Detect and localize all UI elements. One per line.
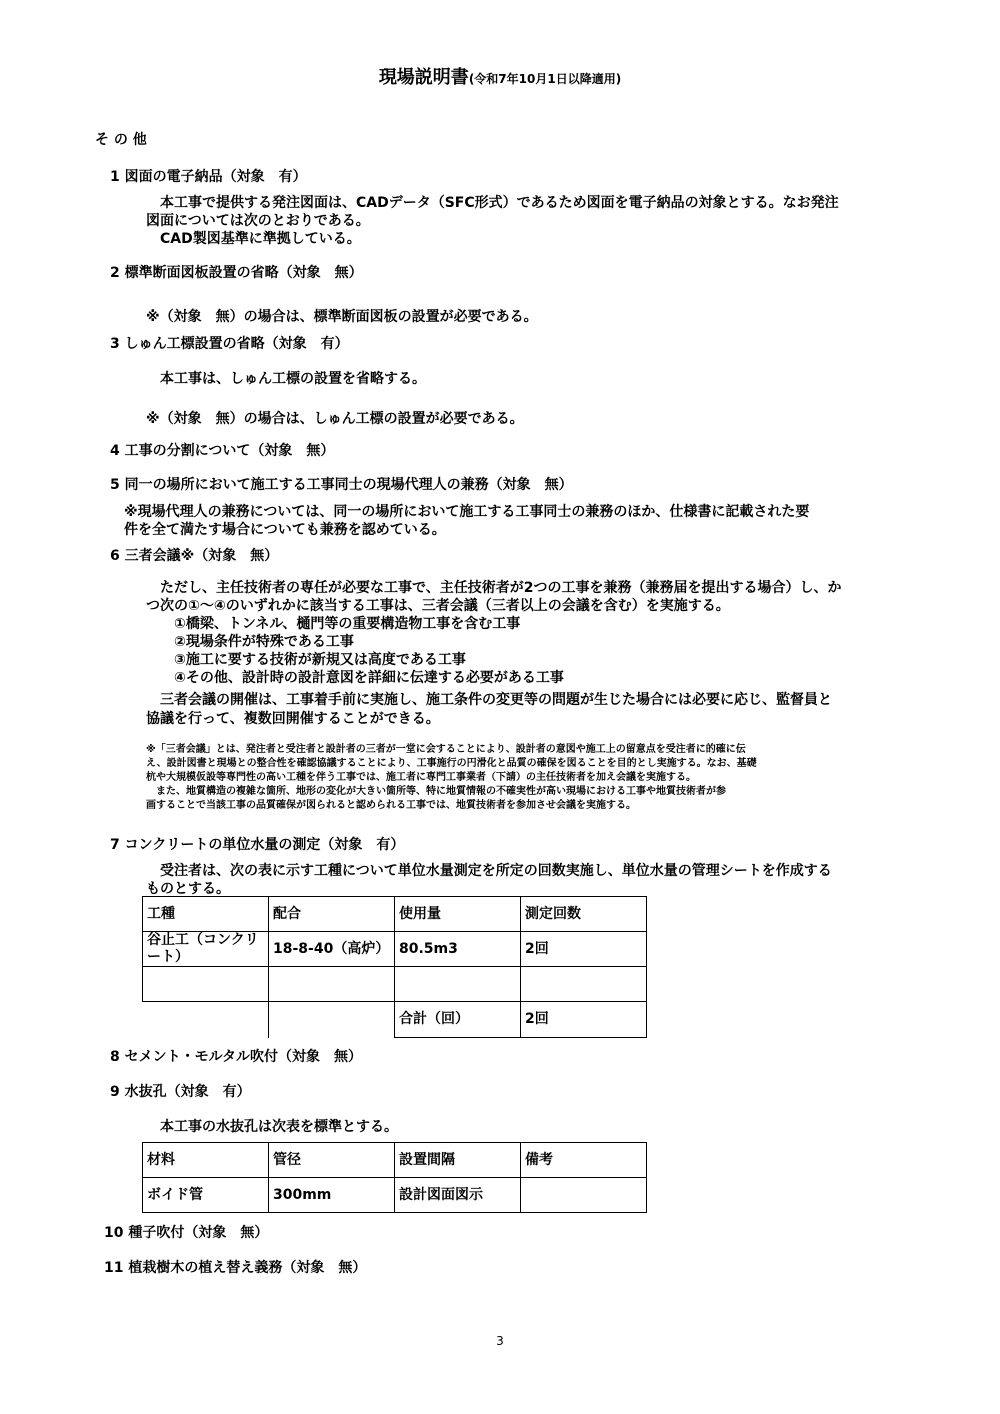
table-header-cell: 備考 [521,1143,647,1178]
table-cell [395,967,521,1002]
item-2-note: ※（対象 無）の場合は、標準断面図板の設置が必要である。 [146,309,538,325]
table-row [143,932,647,967]
table-blank-cell [143,1002,269,1038]
table-row [143,1178,647,1213]
table-cell: 18-8-40（高炉） [269,932,395,967]
item-6-note-1: ※「三者会議」とは、発注者と受注者と設計者の三者が一堂に会することにより、設計者の意図や施工上の留意点を受注者に的確に伝 [146,744,746,755]
item-6-line-4: 協議を行って、複数回開催することができる。 [146,711,440,727]
item-9-heading: 9 水抜孔（対象 有） [110,1084,251,1100]
item-4-heading: 4 工事の分割について（対象 無） [110,443,335,459]
table-header-cell: 材料 [143,1143,269,1178]
item-7-heading: 7 コンクリートの単位水量の測定（対象 有） [110,837,405,853]
table-cell: 谷止工（コンクリート） [143,932,269,967]
table-cell: 2回 [521,1002,647,1038]
item-6-condition-1: ①橋梁、トンネル、樋門等の重要構造物工事を含む工事 [174,616,521,632]
table-cell: ボイド管 [143,1178,269,1213]
table-header-cell: 管径 [269,1143,395,1178]
table-cell [521,1178,647,1213]
item-5-line-1: ※現場代理人の兼務については、同一の場所において施工する工事同士の兼務のほか、仕様書に記載された要 [124,504,810,520]
table-header-cell: 配合 [269,897,395,932]
table-total-row [143,1002,647,1038]
drain-hole-table [142,1142,647,1213]
table-cell: 合計（回） [395,1002,521,1038]
section-heading: そ の 他 [95,132,147,148]
item-3-note: ※（対象 無）の場合は、しゅん工標の設置が必要である。 [146,411,524,427]
page-number: 3 [496,1334,504,1348]
item-6-line-3: 三者会議の開催は、工事着手前に実施し、施工条件の変更等の問題が生じた場合には必要に応じ、監督員と [146,692,832,708]
item-6-condition-4: ④その他、設計時の設計意図を詳細に伝達する必要がある工事 [174,670,564,686]
table-cell [521,967,647,1002]
table-cell: 300mm [269,1178,395,1213]
table-row [143,967,647,1002]
page-title [0,63,1000,89]
table-cell [269,967,395,1002]
title-subtitle: (令和7年10月1日以降適用) [468,72,622,86]
item-7-line-1: 受注者は、次の表に示す工種について単位水量測定を所定の回数実施し、単位水量の管理シートを作成する [146,863,832,879]
table-header-row [143,1143,647,1178]
item-11-heading: 11 植栽樹木の植え替え義務（対象 無） [104,1260,367,1276]
item-3-line-1: 本工事は、しゅん工標の設置を省略する。 [146,371,426,387]
item-10-heading: 10 種子吹付（対象 無） [104,1225,269,1241]
item-6-line-2: つ次の①～④のいずれかに該当する工事は、三者会議（三者以上の会議を含む）を実施する。 [146,598,730,614]
table-cell [143,967,269,1002]
concrete-water-table [142,896,647,1038]
table-header-cell: 設置間隔 [395,1143,521,1178]
item-9-line-1: 本工事の水抜孔は次表を標準とする。 [146,1119,398,1135]
table-header-cell: 測定回数 [521,897,647,932]
item-2-heading: 2 標準断面図板設置の省略（対象 無） [110,265,363,281]
item-1-line-1: 本工事で提供する発注図面は、CADデータ（SFC形式）であるため図面を電子納品の対象とする。なお発注 [146,195,839,211]
item-6-line-1: ただし、主任技術者の専任が必要な工事で、主任技術者が2つの工事を兼務（兼務届を提出する場合）し、か [146,580,842,596]
item-8-heading: 8 セメント・モルタル吹付（対象 無） [110,1049,363,1065]
item-3-heading: 3 しゅん工標設置の省略（対象 有） [110,336,349,352]
item-6-note-3: 杭や大規模仮設等専門性の高い工種を伴う工事では、施工者に専門工事業者（下請）の主任技術者を加え会議を実施する。 [146,772,696,783]
table-cell: 設計図面図示 [395,1178,521,1213]
item-6-heading: 6 三者会議※（対象 無） [110,548,279,564]
item-1-line-2: 図面については次のとおりである。 [146,213,370,229]
item-1-heading: 1 図面の電子納品（対象 有） [110,169,307,185]
table-header-row [143,897,647,932]
item-1-line-3: CAD製図基準に準拠している。 [146,231,361,247]
item-6-condition-3: ③施工に要する技術が新規又は高度である工事 [174,652,466,668]
table-cell: 80.5m3 [395,932,521,967]
table-header-cell: 使用量 [395,897,521,932]
table-header-cell: 工種 [143,897,269,932]
title-main: 現場説明書 [378,67,469,88]
item-6-note-4: また、地質構造の複雑な箇所、地形の変化が大きい箇所等、特に地質情報の不確実性が高い現場における工事や地質技術者が参 [146,786,726,797]
item-7-line-2: ものとする。 [146,881,230,897]
table-blank-cell [269,1002,395,1038]
item-6-condition-2: ②現場条件が特殊である工事 [174,634,354,650]
item-5-line-2: 件を全て満たす場合についても兼務を認めている。 [124,522,446,538]
item-6-note-2: え、設計図書と現場との整合性を確認協議することにより、工事施行の円滑化と品質の確保を図ることを目的とし実施する。なお、基礎 [146,758,757,769]
item-5-heading: 5 同一の場所において施工する工事同士の現場代理人の兼務（対象 無） [110,477,573,493]
item-6-note-5: 画することで当該工事の品質確保が図られると認められる工事では、地質技術者を参加させ会議を実施する。 [146,800,636,811]
table-cell: 2回 [521,932,647,967]
